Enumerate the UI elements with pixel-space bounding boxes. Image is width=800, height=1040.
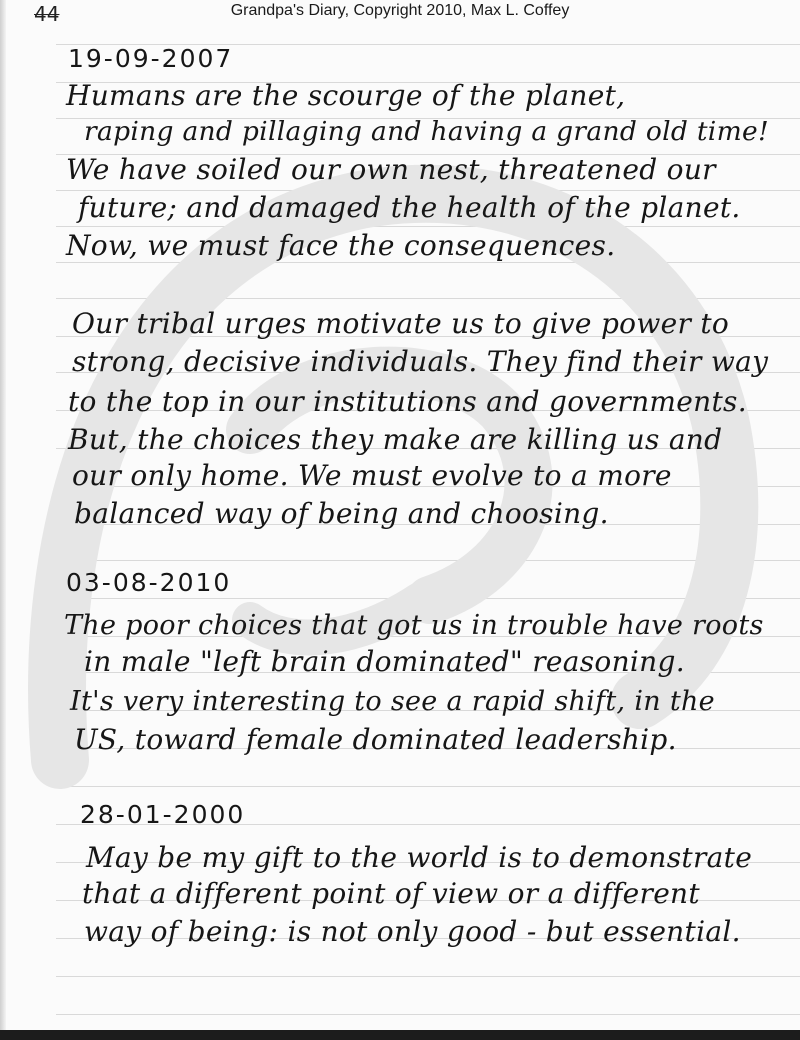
entry-line: The poor choices that got us in trouble have roots xyxy=(64,610,764,641)
entry-line: We have soiled our own nest, threatened our xyxy=(66,153,716,186)
page-number: 44 xyxy=(34,2,60,26)
entry-date: 28-01-2000 xyxy=(80,800,246,829)
entry-line: Our tribal urges motivate us to give power to xyxy=(72,307,730,340)
entry-line: strong, decisive individuals. They find their way xyxy=(72,345,769,378)
page-bottom-edge xyxy=(0,1030,800,1040)
entry-date: 03-08-2010 xyxy=(66,568,232,597)
header-title: Grandpa's Diary, Copyright 2010, Max L. Coffey xyxy=(230,2,570,19)
entry-line: Humans are the scourge of the planet, xyxy=(66,79,626,112)
entry-line: raping and pillaging and having a grand old time! xyxy=(84,116,769,147)
entry-line: to the top in our institutions and governments. xyxy=(68,385,747,418)
entry-line: way of being: is not only good - but essential. xyxy=(84,915,741,948)
entry-line: It's very interesting to see a rapid shift, in the xyxy=(70,686,715,717)
entry-line: that a different point of view or a different xyxy=(82,877,700,910)
entry-line: future; and damaged the health of the planet. xyxy=(78,191,741,224)
entry-line: Now, we must face the consequences. xyxy=(66,229,616,262)
entry-line: our only home. We must evolve to a more xyxy=(72,459,672,492)
entry-line: balanced way of being and choosing. xyxy=(74,497,609,530)
entry-line: in male "left brain dominated" reasoning. xyxy=(84,645,685,678)
entry-date: 19-09-2007 xyxy=(68,44,234,73)
entry-line: May be my gift to the world is to demonstrate xyxy=(86,841,753,874)
entry-line: US, toward female dominated leadership. xyxy=(74,723,677,756)
entry-line: But, the choices they make are killing us and xyxy=(68,423,723,456)
